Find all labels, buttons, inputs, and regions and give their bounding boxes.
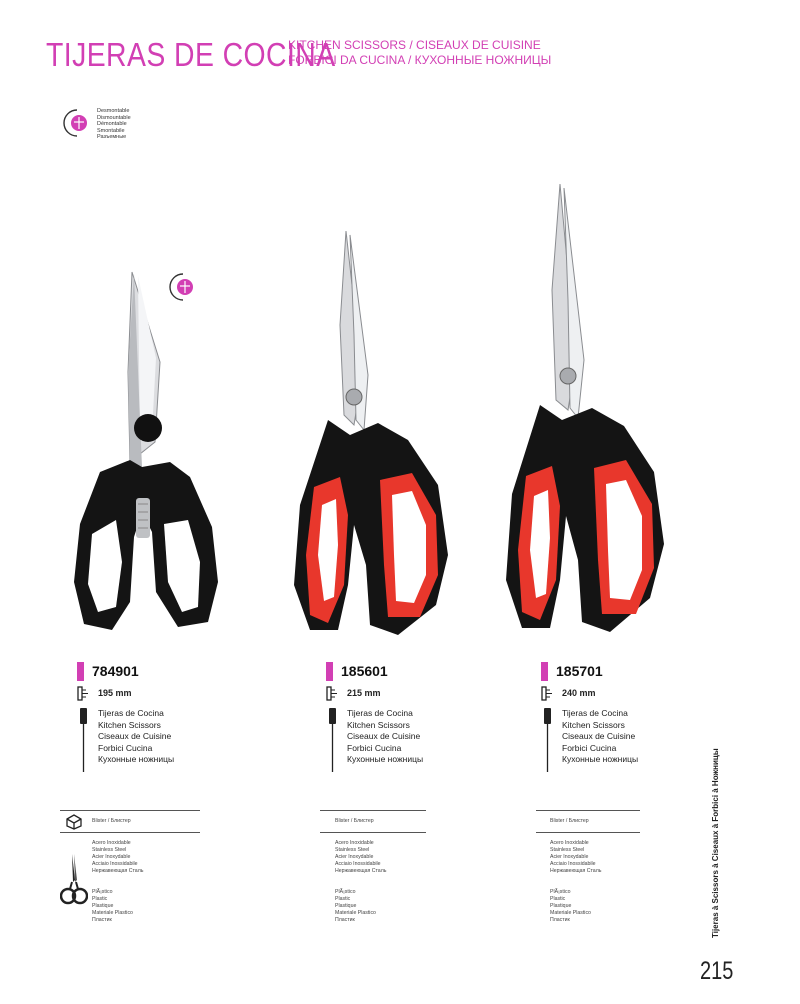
- product-name: Forbici Cucina: [347, 742, 402, 753]
- product-names: [562, 708, 638, 772]
- blade-material: Acier Inoxydable: [335, 854, 374, 860]
- product-name: Tijeras de Cocina: [562, 708, 628, 718]
- product-size: 215 mm: [347, 688, 381, 698]
- handle-material: Materiale Plastico: [550, 910, 591, 916]
- page-title: TIJERAS DE COCINA: [46, 36, 336, 73]
- dismountable-label: Démontable: [97, 121, 127, 128]
- knife-icon: [77, 708, 90, 772]
- blade-material: Acier Inoxydable: [92, 854, 131, 860]
- blade-material: Acero Inoxidable: [335, 840, 374, 846]
- product-code: 185701: [556, 663, 603, 679]
- ruler-icon: [541, 686, 554, 701]
- product-name: Tijeras de Cocina: [347, 708, 413, 718]
- packaging-label: Blister / Блистер: [550, 818, 589, 824]
- packaging-label: Blister / Блистер: [335, 818, 374, 824]
- product-code: 185601: [341, 663, 388, 679]
- blade-material: Acciaio Inossidabile: [335, 861, 381, 867]
- product-size: 240 mm: [562, 688, 596, 698]
- spec-divider: [60, 832, 200, 833]
- product-name: Кухонные ножницы: [347, 754, 424, 765]
- knife-icon: [326, 708, 339, 772]
- subtitle-line-1: KITCHEN SCISSORS / CISEAUX DE CUISINE: [288, 38, 541, 52]
- blade-material: Acero Inoxidable: [92, 840, 131, 846]
- product-names: [347, 708, 423, 772]
- ruler-icon: [77, 686, 90, 701]
- handle-material: PlÃ¡stico: [335, 889, 356, 895]
- handle-material: Plastique: [335, 903, 357, 909]
- spec-divider: [320, 810, 426, 811]
- code-marker: [541, 662, 548, 681]
- blister-box-icon: [65, 814, 83, 830]
- category-side-label: [704, 738, 724, 938]
- handle-material-list: [92, 889, 133, 924]
- product-name: Kitchen Scissors: [98, 719, 161, 730]
- dismountable-label: Smontabile: [97, 127, 125, 134]
- blade-material: Stainless Steel: [550, 847, 585, 853]
- blade-material: Нержавеющая Сталь: [550, 868, 602, 874]
- dismountable-label: Desmontable: [97, 108, 130, 114]
- blade-material: Acier Inoxydable: [550, 854, 589, 860]
- side-text: Tijeras à Scissors à Ciseaux à Forbici à Ножницы: [711, 748, 720, 938]
- spec-divider: [60, 810, 200, 811]
- product-name: Forbici Cucina: [562, 742, 617, 753]
- product-name: Kitchen Scissors: [562, 719, 625, 730]
- blade-material-list: [335, 840, 386, 875]
- handle-material: Plastique: [550, 903, 572, 909]
- handle-material: Plastic: [550, 896, 566, 902]
- blade-material-list: [550, 840, 601, 875]
- blade-material: Acero Inoxidable: [550, 840, 589, 846]
- ruler-icon: [326, 686, 339, 701]
- product-185601: [326, 660, 476, 772]
- spec-divider: [320, 832, 426, 833]
- scissors-784901-image: [60, 262, 230, 642]
- product-784901: [77, 660, 227, 772]
- product-name: Кухонные ножницы: [98, 754, 175, 765]
- blade-material: Acciaio Inossidabile: [550, 861, 596, 867]
- handle-material-list: [550, 889, 591, 924]
- scissors-185601-image: [288, 225, 458, 640]
- handle-material: Materiale Plastico: [92, 910, 133, 916]
- handle-material: Plastic: [335, 896, 351, 902]
- dismountable-icon: [62, 108, 92, 138]
- page-subtitle: [288, 38, 551, 68]
- handle-material: Plastique: [92, 903, 114, 909]
- handle-material-list: [335, 889, 376, 924]
- handle-material: PlÃ¡stico: [92, 889, 113, 895]
- packaging-label: Blister / Блистер: [92, 818, 131, 824]
- product-name: Ciseaux de Cuisine: [562, 731, 636, 742]
- spec-divider: [536, 832, 640, 833]
- product-name: Ciseaux de Cuisine: [98, 731, 172, 742]
- code-marker: [77, 662, 84, 681]
- blade-material: Acciaio Inossidabile: [92, 861, 138, 867]
- blade-material: Stainless Steel: [92, 847, 127, 853]
- dismountable-label: Разъемные: [97, 134, 127, 141]
- blade-material-list: [92, 840, 143, 875]
- knife-icon: [541, 708, 554, 772]
- blade-material: Stainless Steel: [335, 847, 370, 853]
- product-code: 784901: [92, 663, 139, 679]
- spec-divider: [536, 810, 640, 811]
- product-185701: [541, 660, 691, 772]
- handle-material: Пластик: [550, 917, 570, 923]
- product-name: Tijeras de Cocina: [98, 708, 164, 718]
- product-size: 195 mm: [98, 688, 132, 698]
- product-name: Kitchen Scissors: [347, 719, 410, 730]
- handle-material: Materiale Plastico: [335, 910, 376, 916]
- handle-material: Пластик: [92, 917, 112, 923]
- handle-material: PlÃ¡stico: [550, 889, 571, 895]
- subtitle-line-2: FORBICI DA CUCINA / КУХОННЫЕ НОЖНИЦЫ: [288, 53, 552, 67]
- page-number: 215: [700, 957, 734, 985]
- scissors-185701-image: [500, 180, 670, 640]
- blade-material: Нержавеющая Сталь: [335, 868, 387, 874]
- dismountable-legend: [97, 108, 131, 141]
- product-name: Forbici Cucina: [98, 742, 153, 753]
- dismountable-label: Dismountable: [97, 114, 131, 121]
- scissors-material-icon: [60, 852, 88, 910]
- product-name: Кухонные ножницы: [562, 754, 639, 765]
- handle-material: Plastic: [92, 896, 108, 902]
- code-marker: [326, 662, 333, 681]
- product-names: [98, 708, 174, 772]
- blade-material: Нержавеющая Сталь: [92, 868, 144, 874]
- product-name: Ciseaux de Cuisine: [347, 731, 421, 742]
- handle-material: Пластик: [335, 917, 355, 923]
